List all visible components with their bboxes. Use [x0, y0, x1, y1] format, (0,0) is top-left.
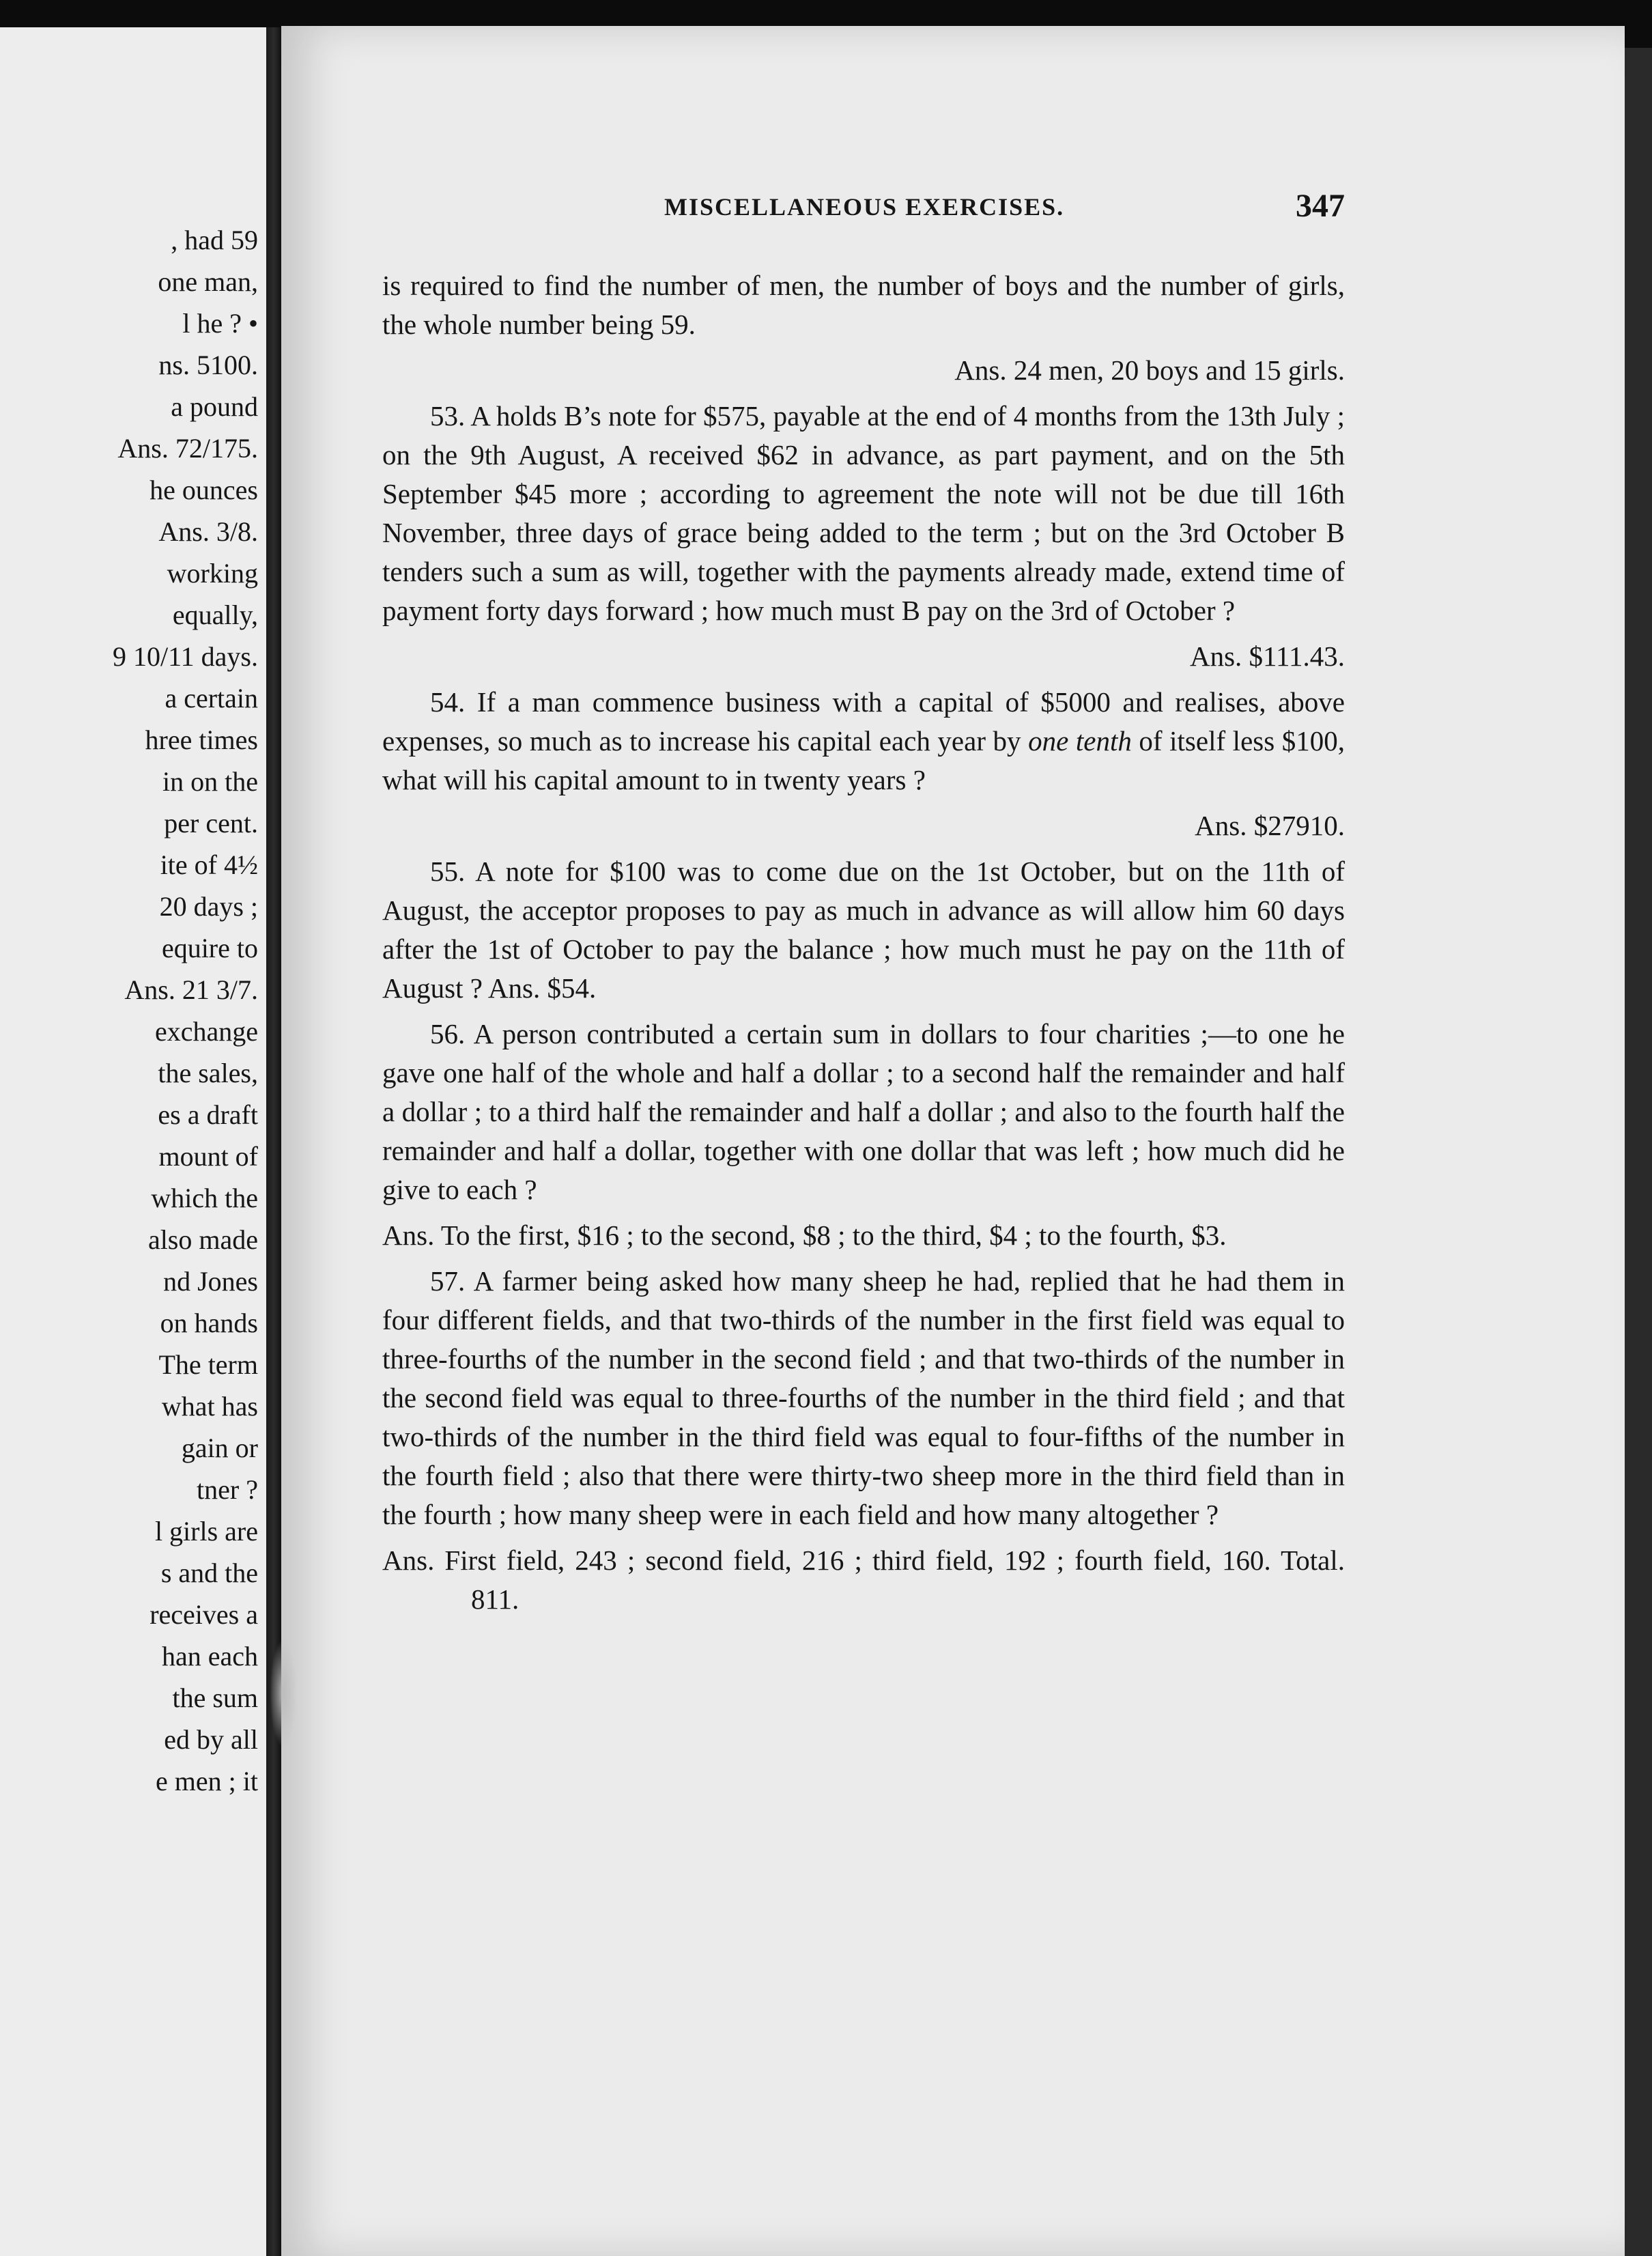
page-edge — [1625, 48, 1652, 2256]
left-page-line: gain or — [181, 1433, 258, 1463]
left-page-line: exchange — [154, 1016, 258, 1047]
left-page-line: working — [167, 558, 258, 589]
left-page-line: equire to — [161, 933, 258, 963]
problem-54-text-a: 54. If a man commence business with a capital of $5000 and realises, above expenses, so much as to increase his capital each year by — [382, 686, 1345, 757]
left-page-line: what has — [161, 1391, 258, 1422]
left-page-line: 20 days ; — [159, 891, 258, 922]
left-page-line: equally, — [172, 600, 258, 630]
answer-53: Ans. $111.43. — [1189, 640, 1345, 672]
left-page-line: han each — [161, 1641, 258, 1672]
left-page-line: a certain — [165, 683, 258, 714]
left-page-line: ns. 5100. — [158, 350, 258, 380]
problem-55: 55. A note for $100 was to come due on the 1st October, but on the 11th of August, the acceptor proposes to pay as much in advance as will allow him 60 days after the 1st of October to pay the balance ; how much must he pay on the 11th of August ? Ans. $54. — [382, 856, 1345, 1004]
left-page-line: 9 10/11 days. — [113, 641, 258, 672]
left-page — [0, 27, 266, 2256]
problem-52-continuation: is required to find the number of men, the number of boys and the number of girls, the whole number being 59. — [382, 270, 1345, 340]
problem-54 — [382, 683, 1345, 800]
book-gutter — [266, 27, 281, 2256]
left-page-line: l he ? • — [182, 308, 258, 339]
left-page-line: the sum — [172, 1682, 258, 1713]
page-number: 347 — [1296, 188, 1345, 224]
left-page-line: ite of 4½ — [160, 849, 258, 880]
problem-54-emphasis: one tenth — [1028, 725, 1132, 757]
left-page-line: ed by all — [164, 1724, 258, 1755]
page-body — [382, 266, 1345, 1626]
problem-57: 57. A farmer being asked how many sheep he had, replied that he had them in four different fields, and that two-thirds of the number in the first field was equal to three-fourths of the number in the second field ; and that two-thirds of the number in the second field was equal to three-fourths of the number in the third field ; and that two-thirds of the number in the third field was equal to four-fifths of the number in the fourth field ; also that there were thirty-two sheep more in the third field than in the fourth ; how many sheep were in each field and how many altogether ? — [382, 1265, 1345, 1530]
left-page-line: The term — [158, 1349, 258, 1380]
page-header — [382, 188, 1345, 234]
answer-52: Ans. 24 men, 20 boys and 15 girls. — [954, 354, 1345, 386]
left-page-line: per cent. — [164, 808, 258, 838]
left-page-line: , had 59 — [171, 225, 258, 255]
left-page-line: hree times — [145, 724, 258, 755]
left-page-line: in on the — [162, 766, 258, 797]
answer-57: Ans. First field, 243 ; second field, 216 ; third field, 192 ; fourth field, 160. Total. 811. — [382, 1545, 1345, 1615]
left-page-line: on hands — [160, 1308, 258, 1338]
left-page-line: a pound — [171, 391, 258, 422]
left-page-line: Ans. 3/8. — [158, 516, 258, 547]
answer-54: Ans. $27910. — [1195, 810, 1345, 841]
left-page-line: he ounces — [149, 475, 258, 505]
left-page-line: Ans. 72/175. — [117, 433, 258, 464]
left-page-line: mount of — [158, 1141, 258, 1172]
left-page-line: l girls are — [154, 1516, 258, 1547]
answer-56: Ans. To the first, $16 ; to the second, $8 ; to the third, $4 ; to the fourth, $3. — [382, 1219, 1227, 1251]
left-page-line: receives a — [149, 1599, 258, 1630]
left-page-line: the sales, — [158, 1058, 258, 1088]
running-head: MISCELLANEOUS EXERCISES. — [664, 193, 1065, 221]
left-page-line: es a draft — [158, 1099, 258, 1130]
left-page-line: e men ; it — [156, 1766, 258, 1796]
problem-54-text-b: of itself less $100, what will his capital amount to in twenty years ? — [382, 725, 1345, 795]
left-page-line: which the — [151, 1183, 258, 1213]
problem-53: 53. A holds B’s note for $575, payable at the end of 4 months from the 13th July ; on the 9th August, A received $62 in advance, as part payment, and on the 5th September $45 more ; according to agreement the note will not be due till 16th November, three days of grace being added to the term ; but on the 3rd October B tenders such a sum as will, together with the payments already made, extend time of payment forty days forward ; how much must B pay on the 3rd of October ? — [382, 400, 1345, 626]
left-page-line: also made — [147, 1224, 258, 1255]
left-page-line: nd Jones — [163, 1266, 258, 1297]
left-page-line: s and the — [160, 1557, 258, 1588]
left-page-line: Ans. 21 3/7. — [124, 974, 258, 1005]
problem-56: 56. A person contributed a certain sum in dollars to four charities ;—to one he gave one half of the whole and half a dollar ; to a second half the remainder and half a dollar ; to a third half the remainder and half a dollar ; and also to the fourth half the remainder and half a dollar, together with one dollar that was left ; how much did he give to each ? — [382, 1018, 1345, 1205]
scan-smudge — [270, 1639, 297, 1748]
left-page-line: one man, — [158, 266, 258, 297]
left-page-line: tner ? — [197, 1474, 258, 1505]
